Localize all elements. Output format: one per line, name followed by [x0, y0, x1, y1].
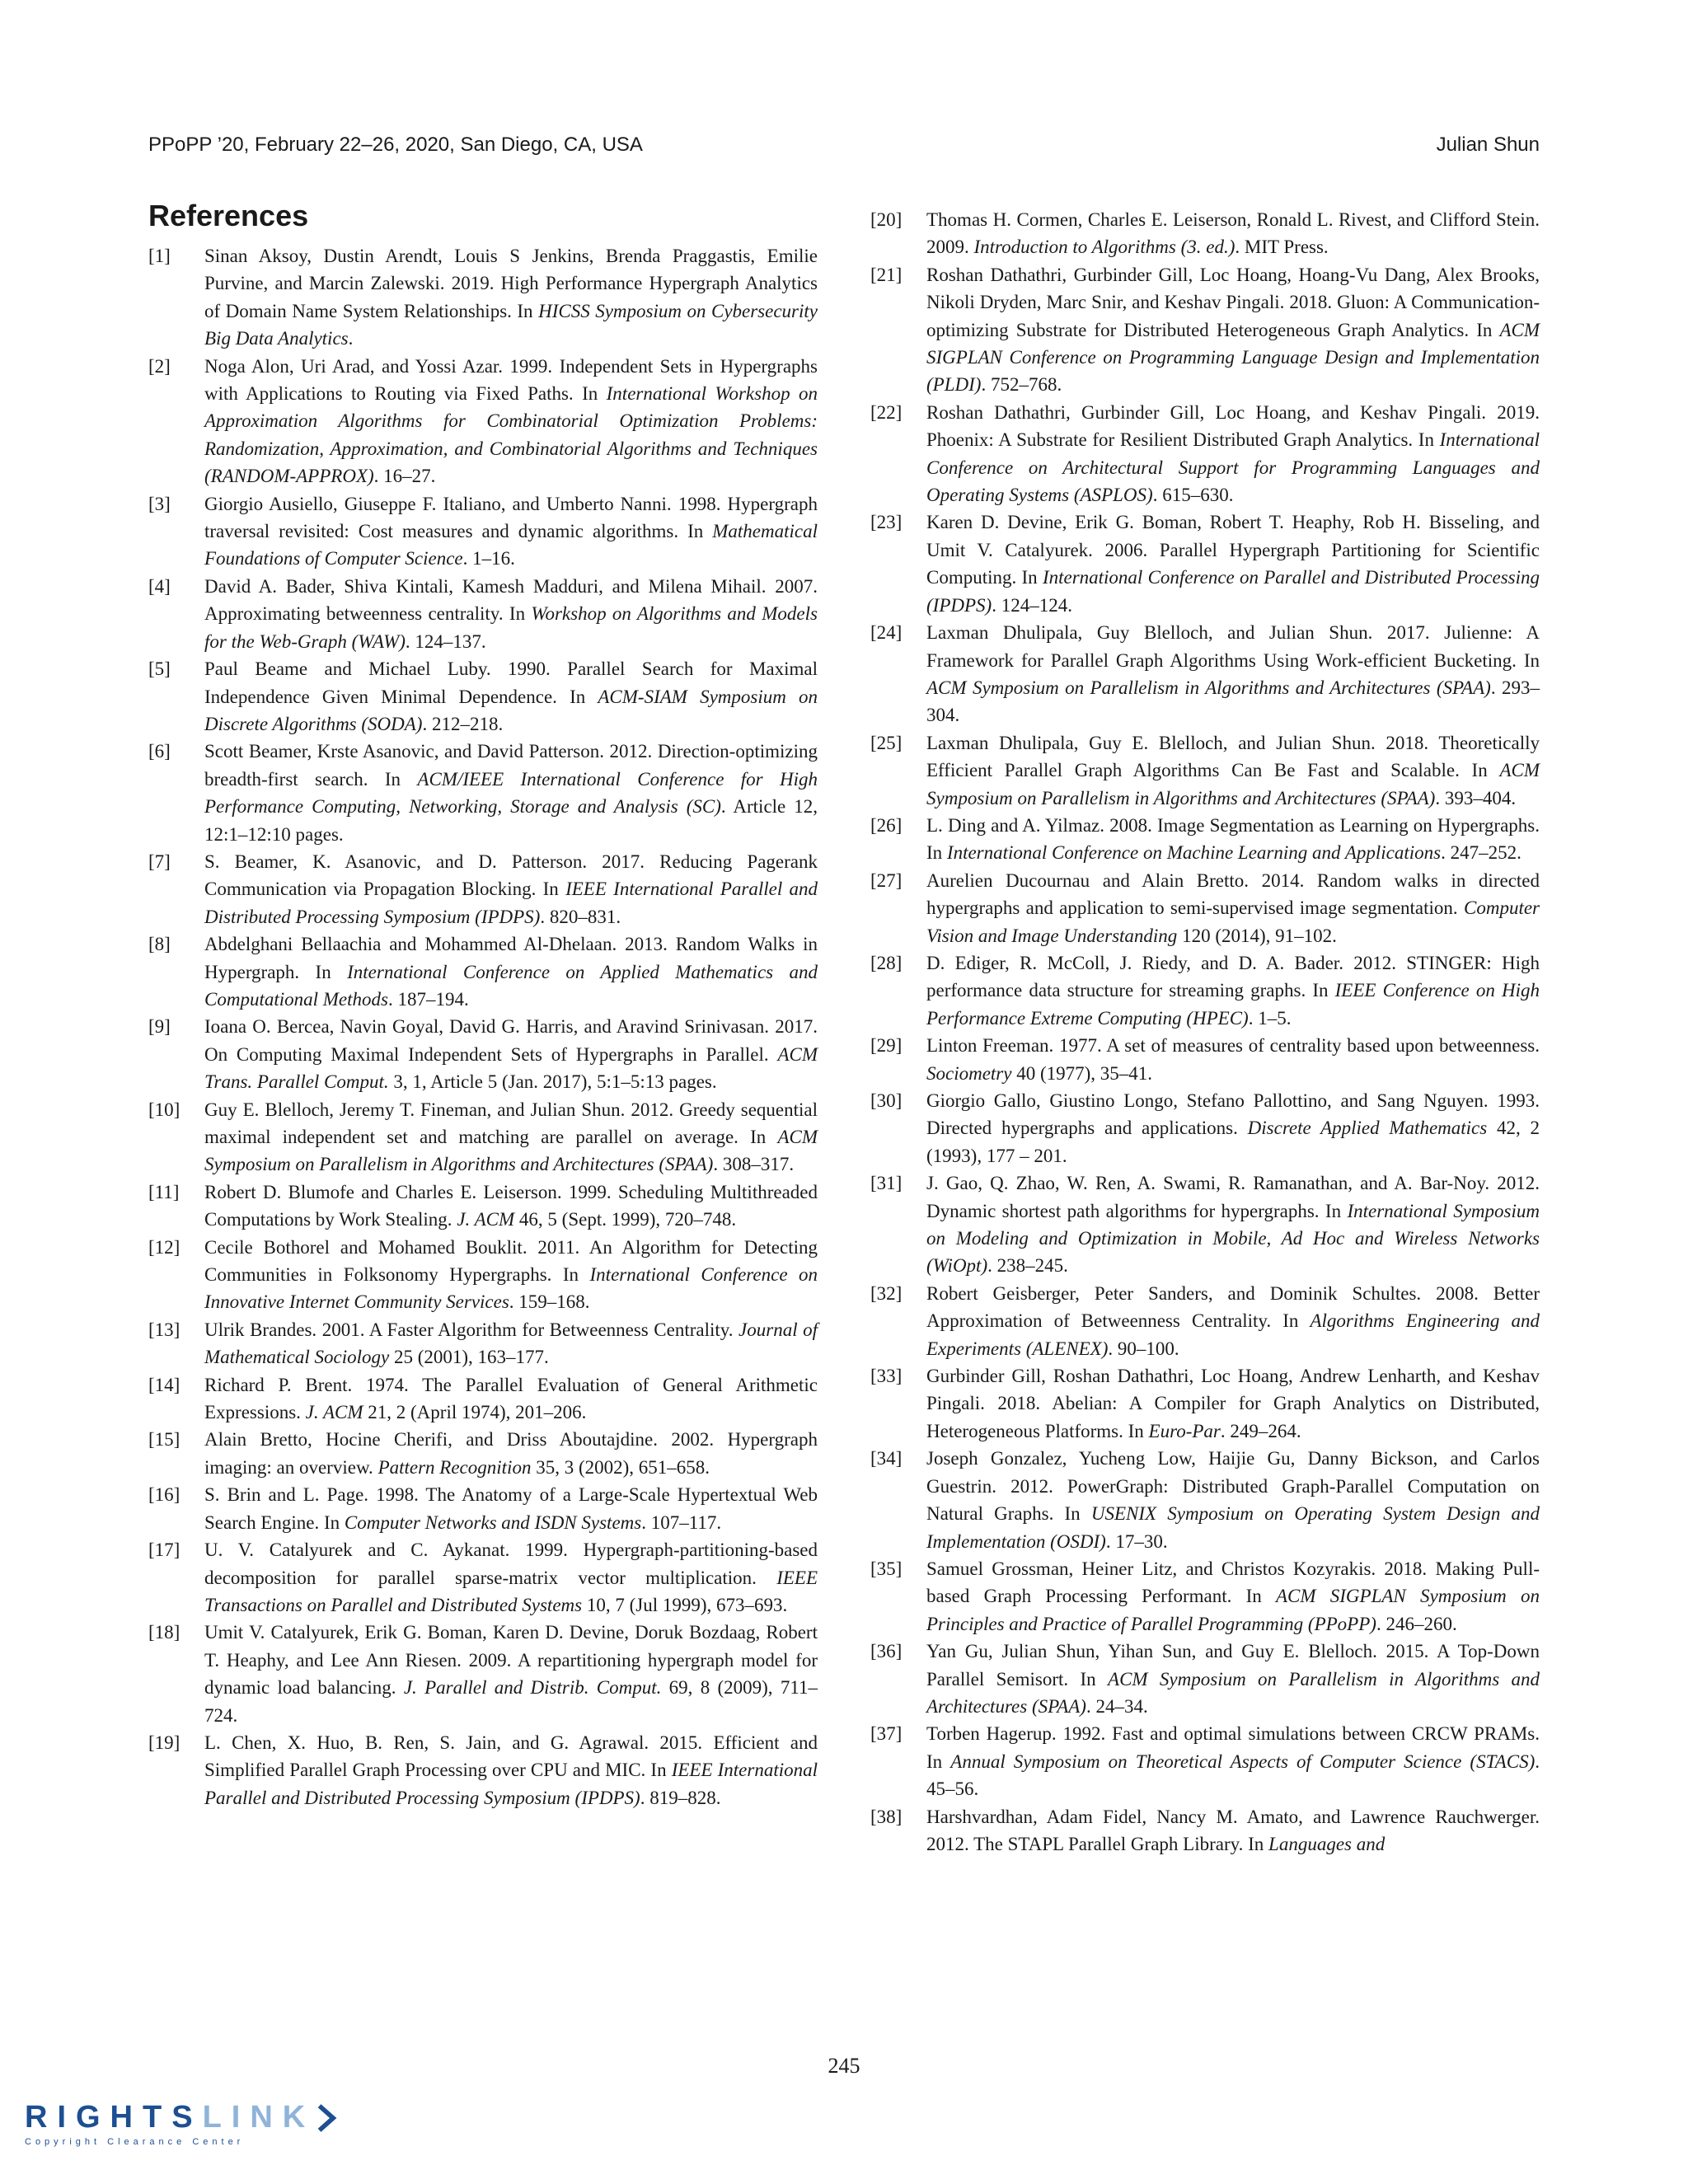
reference-authors-title: Laxman Dhulipala, Guy E. Blelloch, and Julian Shun. 2018. Theoretically Efficient Parallel Graph Algorithms Can Be Fast and Scalable. In	[926, 732, 1540, 781]
reference-entry	[870, 949, 1540, 1032]
reference-number: [20]	[870, 209, 903, 230]
reference-venue: USENIX Symposium on Operating System Design and Implementation (OSDI)	[926, 1503, 1540, 1552]
reference-text	[926, 509, 1540, 619]
logo-text-link: LINK	[202, 2100, 316, 2135]
reference-number: [34]	[870, 1448, 903, 1469]
reference-venue: IEEE International Parallel and Distributed Processing Symposium (IPDPS)	[204, 1760, 818, 1808]
reference-entry	[148, 738, 818, 848]
reference-authors-title: Linton Freeman. 1977. A set of measures of centrality based upon betweenness.	[926, 1035, 1540, 1057]
reference-authors-title: Roshan Dathathri, Gurbinder Gill, Loc Hoang, and Keshav Pingali. 2019. Phoenix: A Substrate for Resilient Distributed Graph Analytics. In	[926, 401, 1540, 451]
reference-entry	[870, 1803, 1540, 1858]
reference-entry	[870, 867, 1540, 949]
reference-text	[204, 1234, 818, 1316]
reference-pages: . 24–34.	[1085, 1695, 1148, 1717]
reference-authors-title: Yan Gu, Julian Shun, Yihan Sun, and Guy E. Blelloch. 2015. A Top-Down Parallel Semisort. In	[926, 1641, 1540, 1690]
reference-number: [18]	[148, 1622, 181, 1643]
reference-venue: Computer Networks and ISDN Systems	[344, 1511, 642, 1533]
reference-pages: . 1–16.	[462, 548, 515, 569]
reference-venue: ACM Symposium on Parallelism in Algorithms and Architectures (SPAA)	[926, 760, 1540, 808]
reference-entry	[870, 619, 1540, 729]
reference-pages: . 308–317.	[713, 1154, 795, 1175]
reference-entry	[148, 1619, 818, 1729]
reference-pages: 120 (2014), 91–102.	[1177, 925, 1337, 946]
reference-entry	[870, 1087, 1540, 1169]
reference-number: [13]	[148, 1319, 181, 1340]
reference-venue: Euro-Par	[1148, 1420, 1221, 1441]
reference-entry	[148, 1096, 818, 1179]
reference-text	[204, 1426, 818, 1481]
reference-authors-title: Scott Beamer, Krste Asanovic, and David Patterson. 2012. Direction-optimizing breadth-first search. In	[204, 741, 818, 790]
reference-venue: International Conference on Architectural Support for Programming Languages and Operating Systems (ASPLOS)	[926, 429, 1540, 506]
reference-pages: 69, 8 (2009), 711–724.	[204, 1677, 818, 1726]
reference-text	[204, 490, 818, 573]
reference-authors-title: Laxman Dhulipala, Guy Blelloch, and Julian Shun. 2017. Julienne: A Framework for Parallel Graph Algorithms Using Work-efficient Bucketing. In	[926, 622, 1540, 671]
reference-venue: International Conference on Machine Learning and Applications	[946, 842, 1442, 864]
reference-pages: 35, 3 (2002), 651–658.	[531, 1456, 710, 1478]
reference-venue: Computer Vision and Image Understanding	[926, 898, 1540, 946]
reference-number: [7]	[148, 851, 171, 872]
reference-number: [38]	[870, 1806, 903, 1827]
reference-pages: . 752–768.	[981, 374, 1062, 396]
reference-text	[926, 1362, 1540, 1445]
reference-entry	[870, 261, 1540, 399]
reference-pages: . 246–260.	[1376, 1613, 1457, 1634]
reference-pages: 3, 1, Article 5 (Jan. 2017), 5:1–5:13 pages.	[388, 1071, 717, 1093]
reference-pages: . 1–5.	[1248, 1007, 1292, 1029]
reference-venue: Introduction to Algorithms (3. ed.)	[973, 237, 1236, 258]
venue-header: PPoPP ’20, February 22–26, 2020, San Diego, CA, USA	[148, 134, 643, 156]
reference-pages: . 819–828.	[640, 1787, 721, 1808]
reference-entry	[148, 1536, 818, 1619]
reference-number: [26]	[870, 814, 903, 836]
reference-pages: . Article 12, 12:1–12:10 pages.	[204, 796, 818, 845]
reference-entry	[870, 1638, 1540, 1720]
reference-number: [31]	[870, 1173, 903, 1194]
reference-authors-title: Karen D. Devine, Erik G. Boman, Robert T. Heaphy, Rob H. Bisseling, and Umit V. Catalyurek. 2006. Parallel Hypergraph Partitioning for Scientific Computing. In	[926, 512, 1540, 588]
reference-entry	[148, 1729, 818, 1811]
reference-number: [9]	[148, 1016, 171, 1038]
reference-authors-title: Alain Bretto, Hocine Cherifi, and Driss Aboutajdine. 2002. Hypergraph imaging: an overview.	[204, 1429, 818, 1478]
reference-number: [1]	[148, 246, 171, 266]
reference-text	[926, 399, 1540, 509]
reference-text	[204, 1013, 818, 1095]
reference-pages: . 107–117.	[641, 1511, 722, 1533]
reference-entry	[870, 1445, 1540, 1555]
reference-entry	[148, 353, 818, 490]
reference-venue: International Conference on Applied Mathematics and Computational Methods	[204, 961, 818, 1010]
reference-text	[204, 353, 818, 490]
reference-number: [24]	[870, 622, 903, 644]
references-list-right	[870, 206, 1540, 1858]
reference-text	[204, 1481, 818, 1536]
reference-entry	[148, 1316, 818, 1371]
reference-number: [3]	[148, 493, 171, 514]
reference-pages: . 212–218.	[422, 713, 504, 734]
reference-pages: . 90–100.	[1108, 1338, 1179, 1359]
reference-venue: Workshop on Algorithms and Models for the Web-Graph (WAW)	[204, 603, 818, 652]
reference-number: [28]	[870, 952, 903, 973]
reference-venue: IEEE Transactions on Parallel and Distributed Systems	[204, 1567, 818, 1615]
reference-authors-title: Abdelghani Bellaachia and Mohammed Al-Dhelaan. 2013. Random Walks in Hypergraph. In	[204, 934, 818, 982]
reference-pages: 40 (1977), 35–41.	[1011, 1062, 1153, 1084]
reference-pages: 42, 2 (1993), 177 – 201.	[926, 1118, 1540, 1166]
reference-pages: . MIT Press.	[1235, 237, 1329, 258]
reference-venue: Sociometry	[926, 1062, 1012, 1084]
references-list-left	[148, 242, 818, 1811]
reference-pages: . 17–30.	[1105, 1530, 1168, 1552]
reference-text	[926, 812, 1540, 867]
reference-number: [4]	[148, 575, 171, 597]
reference-venue: International Conference on Innovative Internet Community Services	[204, 1264, 818, 1313]
reference-pages: . 238–245.	[987, 1255, 1068, 1277]
reference-entry	[870, 399, 1540, 509]
reference-authors-title: S. Beamer, K. Asanovic, and D. Patterson. 2017. Reducing Pagerank Communication via Propagation Blocking. In	[204, 851, 818, 900]
reference-text	[926, 729, 1540, 812]
reference-number: [23]	[870, 512, 903, 533]
reference-authors-title: L. Chen, X. Huo, B. Ren, S. Jain, and G. Agrawal. 2015. Efficient and Simplified Parallel Graph Processing over CPU and MIC. In	[204, 1732, 818, 1781]
reference-text	[926, 261, 1540, 399]
reference-venue: Languages and	[1268, 1833, 1386, 1854]
page-number: 245	[828, 2054, 860, 2078]
reference-text	[204, 1536, 818, 1619]
reference-authors-title: David A. Bader, Shiva Kintali, Kamesh Madduri, and Milena Mihail. 2007. Approximating betweenness centrality. In	[204, 575, 818, 625]
reference-venue: ACM SIGPLAN Symposium on Principles and Practice of Parallel Programming (PPoPP)	[926, 1586, 1540, 1634]
reference-number: [2]	[148, 355, 171, 377]
reference-venue: ACM Symposium on Parallelism in Algorithms and Architectures (SPAA)	[926, 1668, 1540, 1717]
reference-number: [6]	[148, 741, 171, 762]
reference-venue: Pattern Recognition	[377, 1456, 532, 1478]
reference-number: [10]	[148, 1099, 181, 1120]
reference-entry	[870, 509, 1540, 619]
reference-text	[204, 1096, 818, 1179]
reference-entry	[870, 206, 1540, 261]
reference-authors-title: J. Gao, Q. Zhao, W. Ren, A. Swami, R. Ramanathan, and A. Bar-Noy. 2012. Dynamic shortest path algorithms for hypergraphs. In	[926, 1173, 1540, 1221]
reference-entry	[148, 1179, 818, 1234]
reference-venue: Mathematical Foundations of Computer Science	[204, 521, 818, 569]
reference-authors-title: Noga Alon, Uri Arad, and Yossi Azar. 1999. Independent Sets in Hypergraphs with Applications to Routing via Fixed Paths. In	[204, 355, 818, 405]
reference-authors-title: Ioana O. Bercea, Navin Goyal, David G. Harris, and Aravind Srinivasan. 2017. On Computing Maximal Independent Sets of Hypergraphs in Parallel.	[204, 1016, 818, 1065]
reference-venue: Annual Symposium on Theoretical Aspects of Computer Science (STACS)	[950, 1750, 1536, 1772]
reference-text	[204, 930, 818, 1013]
reference-text	[204, 848, 818, 930]
reference-authors-title: U. V. Catalyurek and C. Aykanat. 1999. Hypergraph-partitioning-based decomposition for parallel sparse-matrix vector multiplication.	[204, 1540, 818, 1588]
reference-venue: J. Parallel and Distrib. Comput.	[403, 1677, 662, 1699]
reference-pages: . 45–56.	[926, 1750, 1540, 1800]
reference-venue: ACM SIGPLAN Conference on Programming Language Design and Implementation (PLDI)	[926, 319, 1540, 396]
reference-venue: ACM-SIAM Symposium on Discrete Algorithms (SODA)	[204, 686, 818, 734]
reference-authors-title: Cecile Bothorel and Mohamed Bouklit. 2011. An Algorithm for Detecting Communities in Folksonomy Hypergraphs. In	[204, 1236, 818, 1286]
reference-authors-title: Roshan Dathathri, Gurbinder Gill, Loc Hoang, Hoang-Vu Dang, Alex Brooks, Nikoli Dryden, Marc Snir, and Keshav Pingali. 2018. Gluon: A Communication-optimizing Substrate for Distributed Heterogeneous Graph Analytics. In	[926, 264, 1540, 340]
reference-text	[204, 655, 818, 738]
reference-number: [25]	[870, 732, 903, 753]
right-column	[870, 198, 1540, 1858]
reference-number: [36]	[870, 1641, 903, 1662]
reference-text	[926, 1087, 1540, 1169]
reference-text	[204, 1619, 818, 1729]
rightslink-logo	[25, 2100, 338, 2158]
reference-pages: 21, 2 (April 1974), 201–206.	[363, 1402, 587, 1423]
reference-authors-title: D. Ediger, R. McColl, J. Riedy, and D. A. Bader. 2012. STINGER: High performance data structure for streaming graphs. In	[926, 952, 1540, 1001]
logo-subtitle: Copyright Clearance Center	[25, 2137, 245, 2147]
reference-pages: . 615–630.	[1152, 485, 1234, 506]
reference-entry	[148, 1234, 818, 1316]
reference-venue: ACM Trans. Parallel Comput.	[204, 1043, 818, 1093]
reference-pages: . 293–304.	[926, 677, 1540, 726]
reference-authors-title: Aurelien Ducournau and Alain Bretto. 2014. Random walks in directed hypergraphs and application to semi-supervised image segmentation.	[926, 869, 1540, 919]
reference-columns	[148, 198, 1540, 1858]
reference-number: [32]	[870, 1282, 903, 1304]
reference-text	[926, 1638, 1540, 1720]
reference-authors-title: Gurbinder Gill, Roshan Dathathri, Loc Hoang, Andrew Lenharth, and Keshav Pingali. 2018. Abelian: A Compiler for Graph Analytics on Distributed, Heterogeneous Platforms. In	[926, 1366, 1540, 1441]
reference-number: [22]	[870, 401, 903, 423]
reference-pages: . 247–252.	[1441, 842, 1522, 864]
reference-authors-title: Joseph Gonzalez, Yucheng Low, Haijie Gu, Danny Bickson, and Carlos Guestrin. 2012. PowerGraph: Distributed Graph-Parallel Computation on Natural Graphs. In	[926, 1448, 1540, 1525]
reference-text	[204, 738, 818, 848]
reference-number: [29]	[870, 1035, 903, 1057]
reference-entry	[148, 490, 818, 573]
reference-number: [8]	[148, 934, 171, 955]
reference-entry	[870, 729, 1540, 812]
reference-pages: . 393–404.	[1435, 787, 1517, 808]
reference-authors-title: Thomas H. Cormen, Charles E. Leiserson, Ronald L. Rivest, and Clifford Stein. 2009.	[926, 209, 1540, 258]
reference-entry	[148, 573, 818, 655]
reference-number: [35]	[870, 1558, 903, 1579]
reference-text	[926, 1445, 1540, 1555]
reference-pages: . 187–194.	[387, 988, 469, 1010]
reference-pages: . 124–124.	[992, 594, 1072, 616]
reference-authors-title: Robert D. Blumofe and Charles E. Leiserson. 1999. Scheduling Multithreaded Computations by Work Stealing.	[204, 1181, 818, 1230]
reference-number: [12]	[148, 1236, 181, 1258]
reference-text	[204, 573, 818, 655]
reference-venue: Algorithms Engineering and Experiments (ALENEX)	[926, 1310, 1540, 1359]
reference-number: [27]	[870, 869, 903, 891]
reference-text	[926, 1032, 1540, 1087]
reference-text	[926, 1555, 1540, 1638]
reference-authors-title: Giorgio Gallo, Giustino Longo, Stefano Pallottino, and Sang Nguyen. 1993. Directed hypergraphs and applications.	[926, 1090, 1540, 1139]
reference-authors-title: Torben Hagerup. 1992. Fast and optimal simulations between CRCW PRAMs. In	[926, 1723, 1540, 1772]
reference-authors-title: Paul Beame and Michael Luby. 1990. Parallel Search for Maximal Independence Given Minimal Dependence. In	[204, 658, 818, 707]
reference-entry	[148, 1426, 818, 1481]
reference-text	[926, 1803, 1540, 1858]
reference-entry	[870, 1280, 1540, 1362]
reference-authors-title: Robert Geisberger, Peter Sanders, and Dominik Schultes. 2008. Better Approximation of Betweenness Centrality. In	[926, 1282, 1540, 1332]
reference-text	[204, 242, 818, 353]
reference-number: [21]	[870, 264, 903, 285]
reference-authors-title: L. Ding and A. Yilmaz. 2008. Image Segmentation as Learning on Hypergraphs. In	[926, 814, 1540, 864]
reference-venue: HICSS Symposium on Cybersecurity Big Data Analytics	[204, 300, 818, 349]
reference-venue: Journal of Mathematical Sociology	[204, 1319, 818, 1368]
reference-entry	[148, 242, 818, 353]
reference-venue: International Workshop on Approximation Algorithms for Combinatorial Optimization Problems: Randomization, Approximation, and Combinatorial Algorithms and Techniques (RANDOM-APPROX)	[204, 383, 818, 487]
reference-venue: IEEE Conference on High Performance Extreme Computing (HPEC)	[926, 980, 1540, 1029]
reference-text	[204, 1371, 818, 1427]
reference-number: [11]	[148, 1181, 180, 1202]
reference-pages: 46, 5 (Sept. 1999), 720–748.	[514, 1209, 737, 1230]
reference-number: [37]	[870, 1723, 903, 1745]
reference-authors-title: Richard P. Brent. 1974. The Parallel Evaluation of General Arithmetic Expressions.	[204, 1374, 818, 1423]
reference-entry	[870, 1555, 1540, 1638]
running-head	[148, 130, 1540, 160]
reference-text	[926, 949, 1540, 1032]
reference-number: [16]	[148, 1484, 181, 1506]
left-column	[148, 198, 818, 1858]
reference-venue: ACM Symposium on Parallelism in Algorithms and Architectures (SPAA)	[926, 677, 1491, 698]
reference-text	[204, 1316, 818, 1371]
reference-pages: .	[348, 328, 354, 349]
reference-entry	[870, 812, 1540, 867]
reference-authors-title: Umit V. Catalyurek, Erik G. Boman, Karen D. Devine, Doruk Bozdaag, Robert T. Heaphy, and Lee Ann Riesen. 2009. A repartitioning hypergraph model for dynamic load balancing.	[204, 1622, 818, 1699]
reference-text	[926, 206, 1540, 261]
reference-venue: J. ACM	[457, 1209, 515, 1230]
reference-pages: . 124–137.	[405, 630, 486, 652]
reference-pages: . 16–27.	[373, 466, 436, 487]
reference-authors-title: Sinan Aksoy, Dustin Arendt, Louis S Jenkins, Brenda Praggastis, Emilie Purvine, and Marcin Zalewski. 2019. High Performance Hypergraph Analytics of Domain Name System Relationships. In	[204, 246, 818, 321]
reference-authors-title: Ulrik Brandes. 2001. A Faster Algorithm for Betweenness Centrality.	[204, 1319, 739, 1340]
reference-number: [33]	[870, 1366, 903, 1387]
reference-entry	[148, 1481, 818, 1536]
reference-venue: J. ACM	[305, 1402, 363, 1423]
reference-pages: 10, 7 (Jul 1999), 673–693.	[582, 1594, 788, 1615]
reference-entry	[148, 848, 818, 930]
reference-text	[926, 619, 1540, 729]
reference-authors-title: Samuel Grossman, Heiner Litz, and Christos Kozyrakis. 2018. Making Pull-based Graph Processing Performant. In	[926, 1558, 1540, 1607]
reference-authors-title: S. Brin and L. Page. 1998. The Anatomy of a Large-Scale Hypertextual Web Search Engine. In	[204, 1484, 818, 1533]
reference-entry	[870, 1169, 1540, 1280]
reference-text	[204, 1179, 818, 1234]
reference-number: [14]	[148, 1374, 181, 1395]
reference-entry	[148, 1371, 818, 1427]
reference-text	[204, 1729, 818, 1811]
reference-entry	[148, 930, 818, 1013]
reference-pages: 25 (2001), 163–177.	[389, 1347, 549, 1368]
reference-text	[926, 867, 1540, 949]
reference-text	[926, 1169, 1540, 1280]
reference-entry	[148, 655, 818, 738]
reference-entry	[148, 1013, 818, 1095]
reference-number: [15]	[148, 1429, 181, 1451]
reference-entry	[870, 1362, 1540, 1445]
reference-venue: International Symposium on Modeling and Optimization in Mobile, Ad Hoc and Wireless Networks (WiOpt)	[926, 1200, 1540, 1277]
logo-text-rights: RIGHTS	[25, 2100, 203, 2135]
reference-pages: . 820–831.	[540, 906, 621, 927]
reference-authors-title: Harshvardhan, Adam Fidel, Nancy M. Amato, and Lawrence Rauchwerger. 2012. The STAPL Parallel Graph Library. In	[926, 1806, 1540, 1854]
reference-authors-title: Giorgio Ausiello, Giuseppe F. Italiano, and Umberto Nanni. 1998. Hypergraph traversal revisited: Cost measures and dynamic algorithms. In	[204, 493, 818, 542]
reference-number: [17]	[148, 1540, 181, 1561]
reference-number: [19]	[148, 1732, 181, 1753]
reference-entry	[870, 1720, 1540, 1802]
reference-venue: ACM Symposium on Parallelism in Algorithms and Architectures (SPAA)	[204, 1127, 818, 1175]
reference-venue: International Conference on Parallel and Distributed Processing (IPDPS)	[926, 567, 1540, 616]
section-title: References	[148, 199, 309, 232]
reference-entry	[870, 1032, 1540, 1087]
reference-venue: IEEE International Parallel and Distributed Processing Symposium (IPDPS)	[204, 879, 818, 927]
reference-venue: Discrete Applied Mathematics	[1247, 1118, 1488, 1139]
reference-authors-title: Guy E. Blelloch, Jeremy T. Fineman, and Julian Shun. 2012. Greedy sequential maximal independent set and matching are parallel on average. In	[204, 1099, 818, 1147]
reference-number: [30]	[870, 1090, 903, 1111]
reference-venue: ACM/IEEE International Conference for High Performance Computing, Networking, Storage and Analysis (SC)	[204, 768, 818, 818]
chevron-right-icon	[315, 2102, 338, 2135]
reference-pages: . 249–264.	[1220, 1420, 1301, 1441]
reference-text	[926, 1720, 1540, 1802]
reference-pages: . 159–168.	[509, 1291, 590, 1313]
reference-number: [5]	[148, 658, 171, 680]
author-header: Julian Shun	[1436, 134, 1540, 156]
reference-text	[926, 1280, 1540, 1362]
